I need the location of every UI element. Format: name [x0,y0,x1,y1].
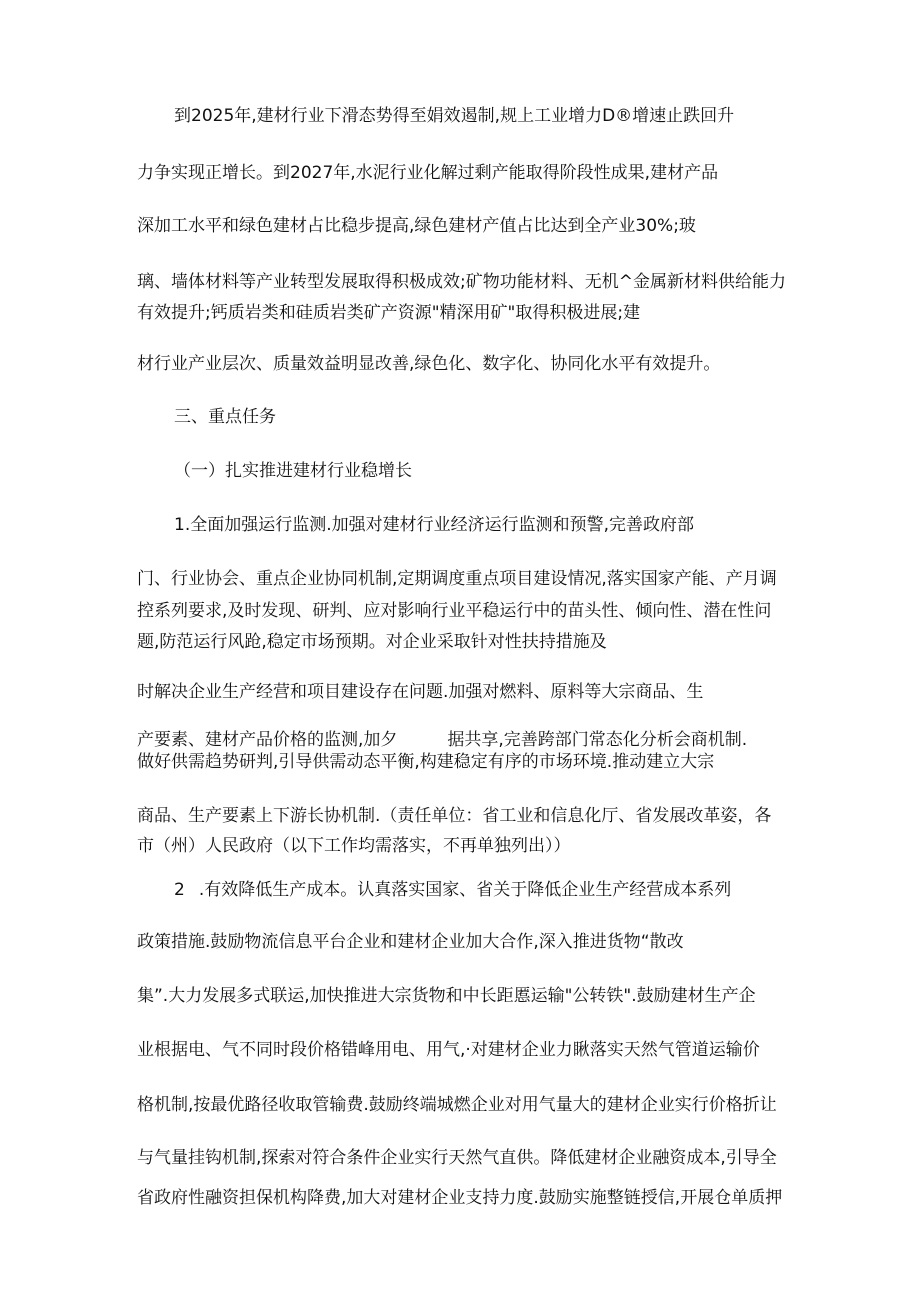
paragraph-line: 1.全面加强运行监测.加强对建材行业经济运行监测和预警,完善政府部 [174,515,695,535]
line-segment: .有效降低生产成本。认真落实国家、省关于降低企业生产经营成本系列 [198,880,732,900]
paragraph-line: 有效提升;钙质岩类和硅质岩类矿产资源"精深用矿"取得积极进展;建 [137,303,641,323]
paragraph-line: 控系列要求,及时发现、研判、应对影响行业平稳运行中的苗头性、倾向性、潜在性问 [137,601,772,621]
paragraph-line: 省政府性融资担保机构降费,加大对建材企业支持力度.鼓励实施整链授信,开展仓单质押 [137,1188,783,1208]
item-number: 2 [174,880,185,900]
paragraph-line: 到2025年,建材行业下滑态势得至娟效遏制,规上工业增力D®增速止跌回升 [174,106,735,126]
paragraph-line: 深加工水平和绿色建材占比稳步提高,绿色建材产值占比达到全产业30%;玻 [137,216,696,236]
paragraph-line [137,728,747,752]
line-segment: 产要素、建材产品价格的监测,加夕 [137,730,398,750]
paragraph-line: 格机制,按最优路径收取管输费.鼓励终端城燃企业对用气量大的建材企业实行价格折让 [137,1095,777,1115]
paragraph-line: 时解决企业生产经营和项目建设存在问题.加强对燃料、原料等大宗商品、生 [137,682,704,702]
paragraph-line: 商品、生产要素上下游长协机制.（责任单位：省工业和信息化厅、省发展改革姿，各 [137,806,772,826]
section-heading: 三、重点任务 [174,407,276,427]
paragraph-line: 做好供需趋势研判,引导供需动态平衡,构建稳定有序的市场环境.推动建立大宗 [137,752,715,772]
paragraph-line: 力争实现正增长。到2027年,水泥行业化解过剩产能取得阶段性成果,建材产品 [137,163,719,183]
line-segment: 据共享,完善跨部门常态化分析会商机制. [447,730,748,750]
paragraph-line: 与气量挂钩机制,探索对符合条件企业实行天然气直供。降低建材企业融资成本,引导全 [137,1148,777,1168]
paragraph-line: 门、行业协会、重点企业协同机制,定期调度重点项目建设情况,落实国家产能、产月调 [137,569,777,589]
paragraph-line: 政策措施.鼓励物流信息平台企业和建材企业加大合作,深入推进货物“散改 [137,932,684,952]
paragraph-line: 集”.大力发展多式联运,加快推进大宗货物和中长距慝运输"公转铁".鼓励建材生产企 [137,986,756,1006]
paragraph-line: 业根据电、气不同时段价格错峰用电、用气,·对建材企业力瞅落实天然气管道运输价 [137,1040,760,1060]
paragraph-line: 材行业产业层次、质量效益明显改善,绿色化、数字化、协同化水平有效提升。 [137,354,721,374]
paragraph-line [174,878,731,902]
paragraph-line: 璃、墙体材料等产业转型发展取得积极成效;矿物功能材料、无机^金属新材料供给能力 [137,272,786,292]
paragraph-line: 题,防范运行风跄,稳定市场预期。对企业采取针对性扶持措施及 [137,632,607,652]
paragraph-line: 市（州）人民政府（以下工作均需落实，不再单独列出）） [137,836,571,856]
subsection-heading: （一）扎实推进建材行业稳增长 [174,461,412,481]
